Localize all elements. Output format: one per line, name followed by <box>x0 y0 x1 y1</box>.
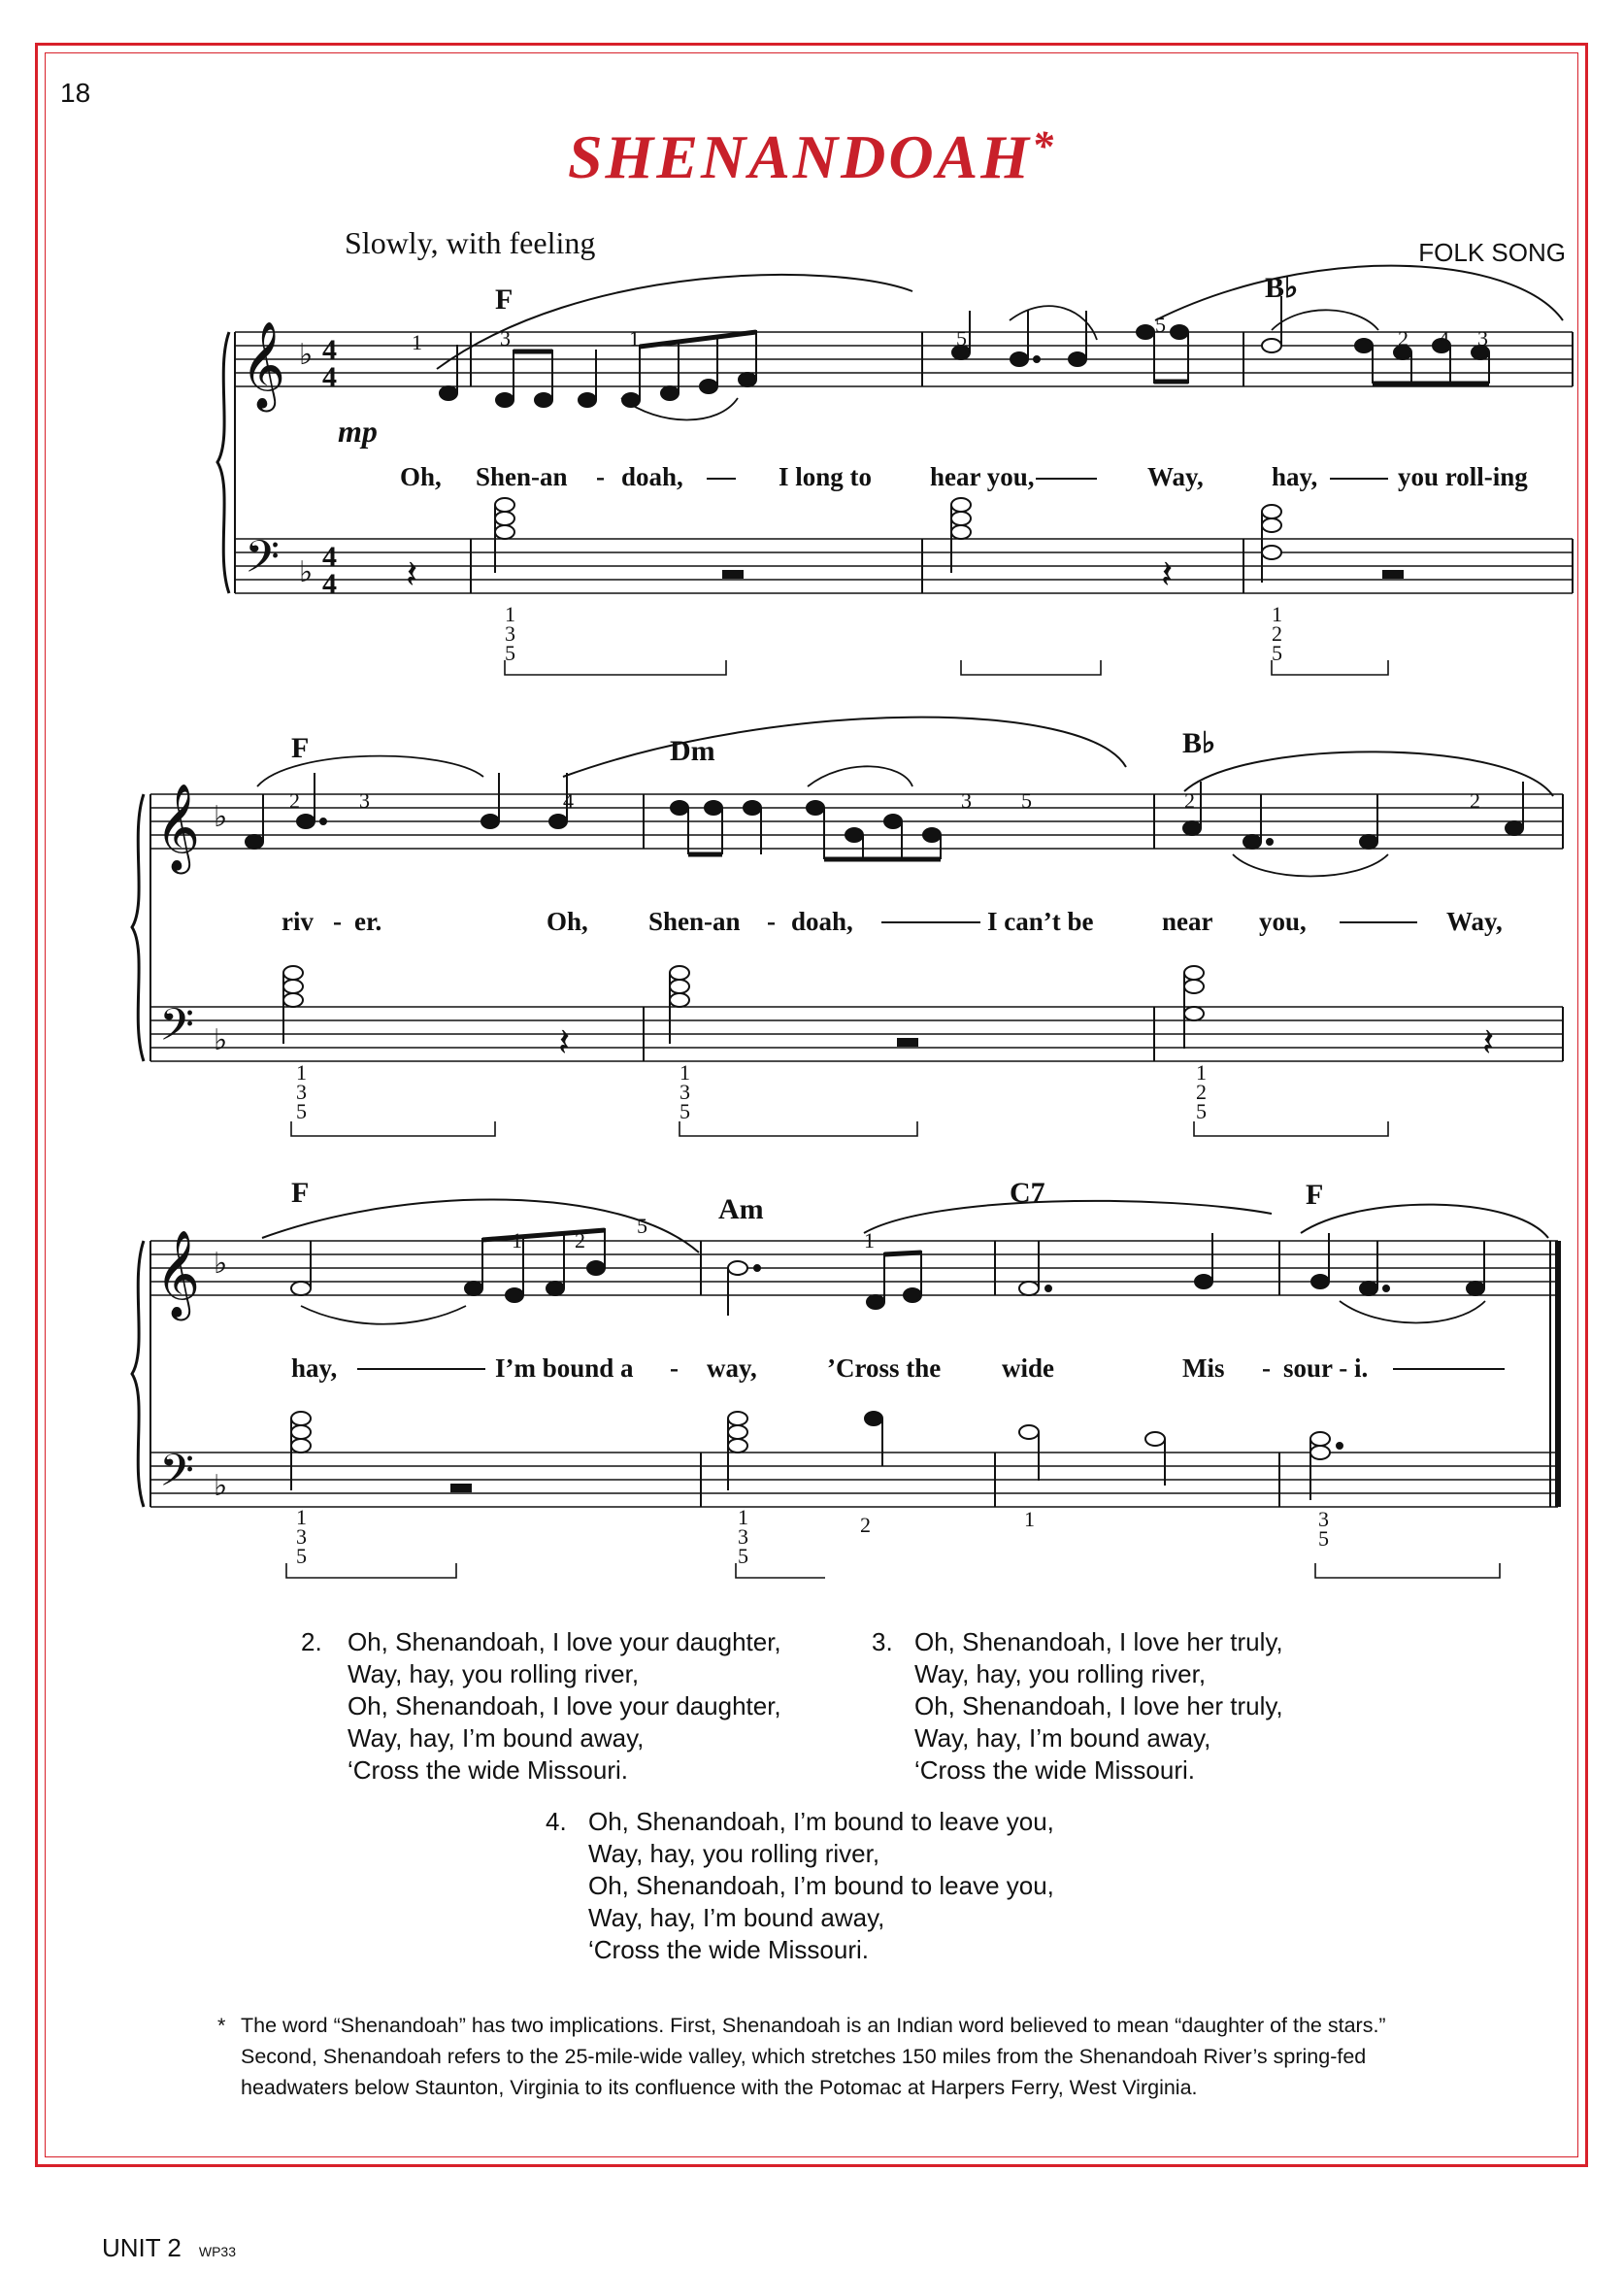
verse-line: Way, hay, I’m bound away, <box>348 1723 645 1753</box>
quarter-rest: 𝄽 <box>1161 552 1174 597</box>
footnote-mark: * <box>217 2014 226 2037</box>
flat-icon: ♭ <box>214 800 228 834</box>
chord-symbol: B♭ <box>1265 272 1299 304</box>
fingering: 1 <box>412 330 422 354</box>
page-footer <box>102 2233 236 2263</box>
lyric-syllable: hay, <box>291 1353 338 1383</box>
fingering: 5 <box>956 326 967 351</box>
system-3-bass-staff <box>150 1453 1558 1507</box>
chord-symbol: C7 <box>1010 1177 1045 1209</box>
bass-fingering: 1 2 5 <box>1196 1060 1207 1123</box>
bass-fingering: 1 3 5 <box>296 1060 307 1123</box>
fingering: 1 <box>864 1228 875 1252</box>
lyric-syllable: Oh, <box>400 462 442 491</box>
chord-symbol: F <box>495 284 514 316</box>
lyric-syllable: er. <box>354 907 382 936</box>
lyric-syllable: doah, <box>621 462 683 491</box>
verse-line: Oh, Shenandoah, I love her truly, <box>914 1627 1283 1656</box>
tempo-marking: Slowly, with feeling <box>345 225 596 260</box>
lyric-syllable: Oh, <box>547 907 588 936</box>
lyric-syllable: sour - i. <box>1283 1353 1369 1383</box>
page-number: 18 <box>60 78 91 108</box>
verse-line: ‘Cross the wide Missouri. <box>348 1755 628 1785</box>
treble-clef-icon: 𝄞 <box>155 784 201 871</box>
lyric-syllable: you roll-ing <box>1398 462 1528 491</box>
flat-icon: ♭ <box>299 555 314 589</box>
chord-symbol: F <box>291 732 310 764</box>
bass-fingering: 1 2 5 <box>1272 602 1282 665</box>
verse-line: Way, hay, I’m bound away, <box>588 1903 885 1932</box>
verse-number: 3. <box>872 1627 893 1656</box>
fingering: 5 <box>1021 788 1032 813</box>
chord-symbol: F <box>291 1177 310 1209</box>
bass-fingering: 3 5 <box>1318 1507 1329 1551</box>
time-signature: 4 <box>322 568 337 600</box>
lyric-syllable: - <box>1262 1353 1271 1383</box>
verse-line: Oh, Shenandoah, I love her truly, <box>914 1691 1283 1720</box>
lyric-syllable: Way, <box>1446 907 1503 936</box>
verse-number: 4. <box>546 1807 567 1836</box>
system-2-brace <box>132 794 144 1061</box>
chord-symbol: B♭ <box>1182 727 1216 759</box>
fingering: 2 <box>289 788 300 813</box>
lyric-syllable: riv <box>282 907 314 936</box>
treble-clef-icon: 𝄞 <box>241 321 286 409</box>
bass-clef-icon: 𝄢 <box>245 531 281 594</box>
bass-fingering: 1 3 5 <box>296 1505 307 1568</box>
verse-line: ‘Cross the wide Missouri. <box>914 1755 1195 1785</box>
bass-clef-icon: 𝄢 <box>159 1445 195 1508</box>
verse-line: Oh, Shenandoah, I’m bound to leave you, <box>588 1871 1054 1900</box>
verse-2 <box>301 1626 781 1883</box>
footnote <box>217 2010 1464 2103</box>
fingering: 4 <box>563 788 574 813</box>
footnote-text: The word “Shenandoah” has two implications. First, Shenandoah is an Indian word believed to mean “daughter of the stars.” Second, Shenandoah refers to the 25-mile-wide valley, which stretches 150 miles from the Shenandoah River’s spring-fed headwaters below Staunton, Virginia to its confluence with the Potomac at Harpers Ferry, West Virginia. <box>241 2014 1386 2099</box>
chord-symbol: Am <box>718 1193 764 1225</box>
fingering: 3 <box>1477 326 1488 351</box>
bass-fingering: 1 3 5 <box>738 1505 748 1568</box>
verse-line: Way, hay, you rolling river, <box>914 1659 1207 1688</box>
title-text: SHENANDOAH <box>567 122 1033 191</box>
fingering: 1 <box>629 326 640 351</box>
verse-line: Way, hay, I’m bound away, <box>914 1723 1211 1753</box>
lyric-syllable: ’Cross the <box>827 1353 942 1383</box>
time-signature: 4 <box>322 361 337 393</box>
lyric-syllable: - <box>596 462 605 491</box>
quarter-rest: 𝄽 <box>558 1020 571 1065</box>
bass-fingering: 1 3 5 <box>679 1060 690 1123</box>
lyric-syllable: hear you, <box>930 462 1035 491</box>
lyric-syllable: you, <box>1259 907 1307 936</box>
lyric-syllable: Shen-an <box>648 907 741 936</box>
title-footnote-mark: * <box>1032 122 1057 170</box>
system-1-brace <box>217 332 229 593</box>
system-1-bass-staff <box>235 539 1573 593</box>
unit-label: UNIT 2 <box>102 2233 182 2262</box>
lyric-syllable: Way, <box>1147 462 1204 491</box>
bass-fingering: 1 3 5 <box>505 602 515 665</box>
fingering: 3 <box>500 326 511 351</box>
fingering: 2 <box>1470 788 1480 813</box>
fingering: 5 <box>637 1214 647 1238</box>
chord-symbol: F <box>1306 1179 1324 1211</box>
verse-line: Oh, Shenandoah, I love your daughter, <box>348 1691 781 1720</box>
system-2-bass-staff <box>150 1007 1563 1061</box>
verse-line: Oh, Shenandoah, I love your daughter, <box>348 1627 781 1656</box>
system-3-brace <box>132 1241 144 1507</box>
lyric-syllable: - <box>670 1353 679 1383</box>
lyric-syllable: Mis <box>1182 1353 1225 1383</box>
verse-line: ‘Cross the wide Missouri. <box>588 1935 869 1964</box>
quarter-rest: 𝄽 <box>1482 1020 1495 1065</box>
fingering: 3 <box>359 788 370 813</box>
lyric-syllable: I can’t be <box>987 907 1094 936</box>
catalog-code: WP33 <box>198 2244 236 2259</box>
fingering: 4 <box>1439 326 1449 351</box>
quarter-rest: 𝄽 <box>406 552 418 597</box>
lyric-syllable: I’m bound a <box>495 1353 634 1383</box>
lyric-syllable: - <box>767 907 776 936</box>
verse-number: 2. <box>301 1627 322 1656</box>
fingering: 3 <box>961 788 972 813</box>
lyric-syllable: doah, <box>791 907 853 936</box>
lyric-syllable: near <box>1162 907 1213 936</box>
flat-icon: ♭ <box>214 1469 228 1503</box>
verse-line: Oh, Shenandoah, I’m bound to leave you, <box>588 1807 1054 1836</box>
time-signature: 4 <box>322 541 337 573</box>
time-signature: 4 <box>322 334 337 366</box>
verse-3 <box>872 1626 1283 1883</box>
treble-clef-icon: 𝄞 <box>155 1230 201 1318</box>
lyric-syllable: way, <box>707 1353 757 1383</box>
lyric-syllable: - <box>333 907 342 936</box>
flat-icon: ♭ <box>214 1247 228 1281</box>
chord-symbol: Dm <box>670 735 715 767</box>
verse-line: Way, hay, you rolling river, <box>588 1839 880 1868</box>
flat-icon: ♭ <box>299 338 314 372</box>
bass-clef-icon: 𝄢 <box>159 999 195 1062</box>
flat-icon: ♭ <box>214 1023 228 1057</box>
composer-credit: FOLK SONG <box>1418 238 1566 267</box>
verse-line: Way, hay, you rolling river, <box>348 1659 640 1688</box>
lyric-syllable: I long to <box>779 462 873 491</box>
lyric-syllable: hay, <box>1272 462 1318 491</box>
system-3-treble-staff <box>150 1241 1558 1295</box>
lyric-syllable: wide <box>1002 1353 1054 1383</box>
fingering: 1 <box>512 1228 522 1252</box>
fingering: 2 <box>1398 326 1409 351</box>
fingering: 2 <box>1184 788 1195 813</box>
lyric-syllable: Shen-an <box>476 462 568 491</box>
bass-fingering: 2 <box>860 1513 871 1537</box>
dynamic-marking: mp <box>338 414 378 449</box>
fingering: 5 <box>1155 313 1166 337</box>
fingering: 2 <box>575 1228 585 1252</box>
bass-fingering: 1 <box>1024 1507 1035 1531</box>
